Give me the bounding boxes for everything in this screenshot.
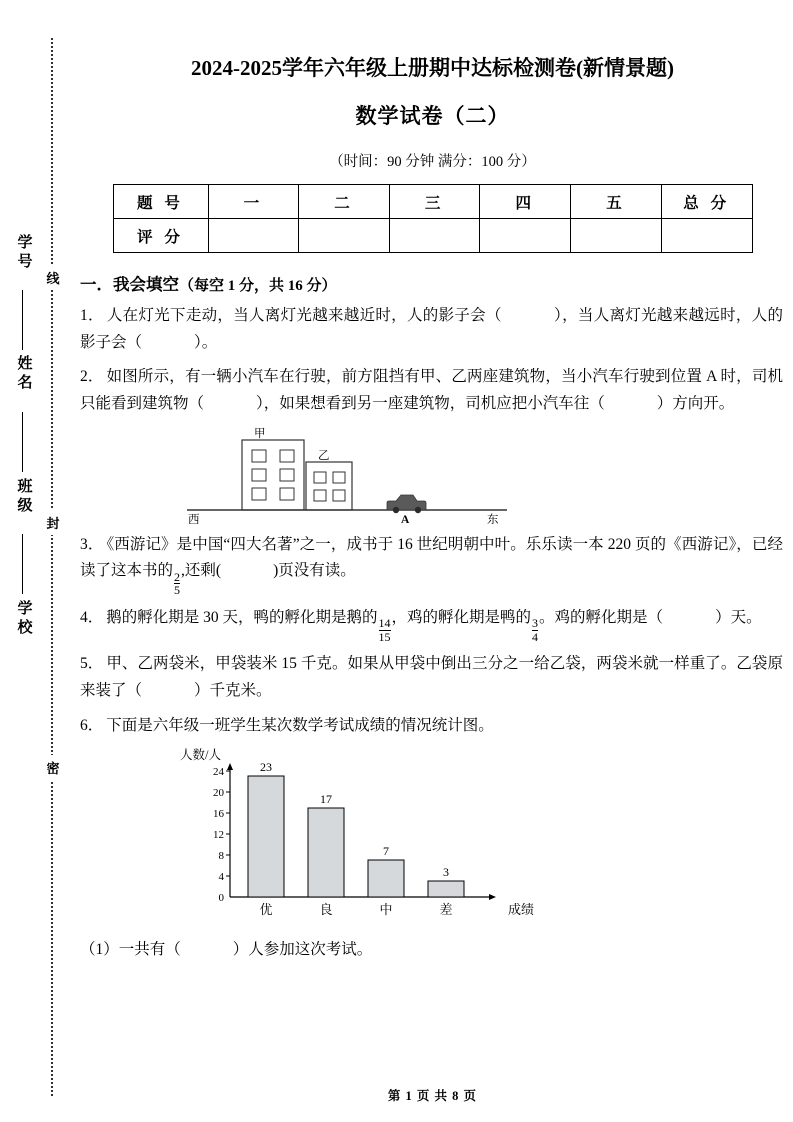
building-label-jia: 甲 xyxy=(254,427,266,440)
score-table-label-cell: 评 分 xyxy=(113,219,208,253)
question-5-number: 5． xyxy=(80,655,104,673)
dotted-fold-line xyxy=(51,38,53,1096)
left-margin-strip xyxy=(0,0,72,1122)
building-road-figure xyxy=(182,424,742,524)
question-2-text-c: ）方向开。 xyxy=(656,394,735,412)
strip-rule-2 xyxy=(22,412,23,472)
question-6-text-a: 下面是六年级一班学生某次数学考试成绩的情况统计图。 xyxy=(106,716,494,734)
bar-liang xyxy=(308,808,344,897)
seal-char-feng xyxy=(44,510,62,535)
chart-xtick-cha: 差 xyxy=(439,902,453,918)
chart-ytick-24: 24 xyxy=(213,766,224,779)
question-3 xyxy=(80,532,793,597)
fraction-denominator: 15 xyxy=(378,629,391,644)
bar-chart-svg xyxy=(172,745,592,925)
score-table-header-cell: 四 xyxy=(480,185,571,219)
table-row xyxy=(113,219,752,253)
question-1-text-c: ）。 xyxy=(194,333,218,351)
question-1-text-b: ），当人离灯光越来越远时，人的影子会（ xyxy=(80,307,783,351)
strip-label-student-id-text: 学 号 xyxy=(17,235,35,270)
bar-zhong xyxy=(368,860,404,897)
chart-ytick-16: 16 xyxy=(213,808,224,821)
page-title: 2024-2025学年六年级上册期中达标检测卷(新情景题) xyxy=(191,56,674,80)
seal-char-mi-text: 密 xyxy=(46,761,60,776)
section-heading-1 xyxy=(80,271,793,295)
question-4-number: 4． xyxy=(80,608,104,626)
fraction-2-5 xyxy=(174,571,180,597)
seal-char-xian-text: 线 xyxy=(46,271,60,286)
fraction-denominator: 5 xyxy=(174,583,181,598)
question-5-text-b: ）千克米。 xyxy=(194,682,272,700)
building-road-svg xyxy=(182,424,742,524)
question-3-number: 3． xyxy=(80,535,104,553)
question-2 xyxy=(80,364,793,417)
question-2-text-a: 如图所示，有一辆小汽车在行驶，前方阻挡有甲、乙两座建筑物，当小汽车行驶到位置 A 时，司机只能看到建筑物（ xyxy=(80,368,783,412)
chart-x-axis-label: 成绩 xyxy=(508,902,535,918)
score-table-header-cell: 总 分 xyxy=(661,185,752,219)
exam-paper-body xyxy=(72,0,793,1122)
score-table-header-cell: 三 xyxy=(389,185,480,219)
strip-label-school xyxy=(14,600,38,638)
question-2-text-b: ），如果想看到另一座建筑物，司机应把小汽车往（ xyxy=(256,394,605,412)
fraction-numerator: 14 xyxy=(378,616,391,631)
score-table-header-cell: 五 xyxy=(571,185,662,219)
chart-ytick-0: 0 xyxy=(218,892,224,905)
building-label-yi: 乙 xyxy=(318,449,330,462)
question-5-text-a: 甲、乙两袋米，甲袋装米 15 千克。如果从甲袋中倒出三分之一给乙袋，两袋米就一样重了。乙袋原来装了（ xyxy=(80,655,783,700)
direction-label-east: 东 xyxy=(487,513,499,524)
chart-xtick-zhong: 中 xyxy=(379,902,393,918)
question-4-text-a: 鹅的孵化期是 30 天，鸭的孵化期是鹅的 xyxy=(106,608,378,626)
question-1-number: 1． xyxy=(80,307,104,324)
bar-you xyxy=(248,776,284,897)
strip-rule-1 xyxy=(22,290,23,350)
fraction-14-15 xyxy=(379,617,391,643)
question-6 xyxy=(80,713,793,740)
score-table-value-cell[interactable] xyxy=(661,219,752,253)
score-table-value-cell[interactable] xyxy=(208,219,299,253)
question-3-text-a: 《西游记》是中国“四大名著”之一，成书于 16 世纪明朝中叶。乐乐读一本 220 页的《西游记》，已经读了这本书的 xyxy=(80,535,783,580)
bar-value-zhong: 7 xyxy=(383,844,389,859)
question-1-text-a: 人在灯光下走动，当人离灯光越来越近时，人的影子会（ xyxy=(106,307,502,324)
page-subtitle-paper: 数学试卷（二） xyxy=(355,104,510,128)
seal-char-feng-text: 封 xyxy=(46,516,60,531)
exam-info-line: （时间：90 分钟 满分：100 分） xyxy=(329,154,536,170)
strip-label-school-text: 学 校 xyxy=(17,601,35,636)
strip-label-name-text: 姓 名 xyxy=(17,356,35,391)
chart-y-axis-label: 人数/人 xyxy=(180,748,221,763)
seal-char-xian xyxy=(44,265,62,290)
bar-cha xyxy=(428,881,464,897)
score-table-value-cell[interactable] xyxy=(299,219,390,253)
score-table-header-cell: 题 号 xyxy=(113,185,208,219)
question-6-sub-1-text-b: ）人参加这次考试。 xyxy=(232,941,373,959)
chart-ytick-4: 4 xyxy=(218,871,224,884)
question-6-number: 6． xyxy=(80,716,104,734)
exam-score-bar-chart xyxy=(172,745,592,925)
fraction-numerator: 3 xyxy=(532,616,539,631)
score-table-value-cell[interactable] xyxy=(389,219,480,253)
direction-label-west: 西 xyxy=(188,513,200,524)
question-4 xyxy=(80,605,793,644)
section-heading-1-text: 一．我会填空 xyxy=(80,275,179,294)
question-2-number: 2． xyxy=(80,368,104,386)
table-row xyxy=(113,185,752,219)
strip-label-class-text: 班 级 xyxy=(17,479,35,514)
score-table-value-cell[interactable] xyxy=(480,219,571,253)
fraction-numerator: 2 xyxy=(174,569,181,584)
score-table-value-cell[interactable] xyxy=(571,219,662,253)
chart-ytick-8: 8 xyxy=(218,850,224,863)
bar-value-liang: 17 xyxy=(320,792,332,807)
section-heading-1-note: （每空 1 分，共 16 分） xyxy=(179,278,337,294)
question-4-text-b: ，鸡的孵化期是鸭的 xyxy=(391,608,532,626)
strip-label-class xyxy=(14,478,38,516)
point-label-a: A xyxy=(401,513,410,524)
question-5 xyxy=(80,651,793,704)
question-1 xyxy=(80,303,793,356)
fraction-3-4 xyxy=(532,617,538,643)
score-table-header-cell: 二 xyxy=(299,185,390,219)
bar-value-cha: 3 xyxy=(443,865,449,880)
score-table xyxy=(113,184,753,253)
question-4-text-d: ）天。 xyxy=(715,608,762,626)
question-4-text-c: 。鸡的孵化期是（ xyxy=(539,608,664,626)
bar-value-you: 23 xyxy=(260,760,272,775)
question-6-sub-1 xyxy=(80,937,793,964)
seal-char-mi xyxy=(44,755,62,780)
score-table-header-cell: 一 xyxy=(208,185,299,219)
chart-xtick-you: 优 xyxy=(259,902,273,918)
chart-xtick-liang: 良 xyxy=(319,902,333,918)
chart-ytick-20: 20 xyxy=(213,787,224,800)
question-3-text-c: )页没有读。 xyxy=(273,562,356,580)
strip-rule-3 xyxy=(22,534,23,594)
question-3-text-b: ,还剩( xyxy=(181,562,222,580)
page-footer: 第 1 页 共 8 页 xyxy=(387,1089,478,1103)
strip-label-name xyxy=(14,355,38,393)
strip-label-student-id xyxy=(14,234,38,272)
question-6-sub-1-text-a: （1）一共有（ xyxy=(80,941,181,959)
fraction-denominator: 4 xyxy=(532,629,539,644)
chart-ytick-12: 12 xyxy=(213,829,224,842)
